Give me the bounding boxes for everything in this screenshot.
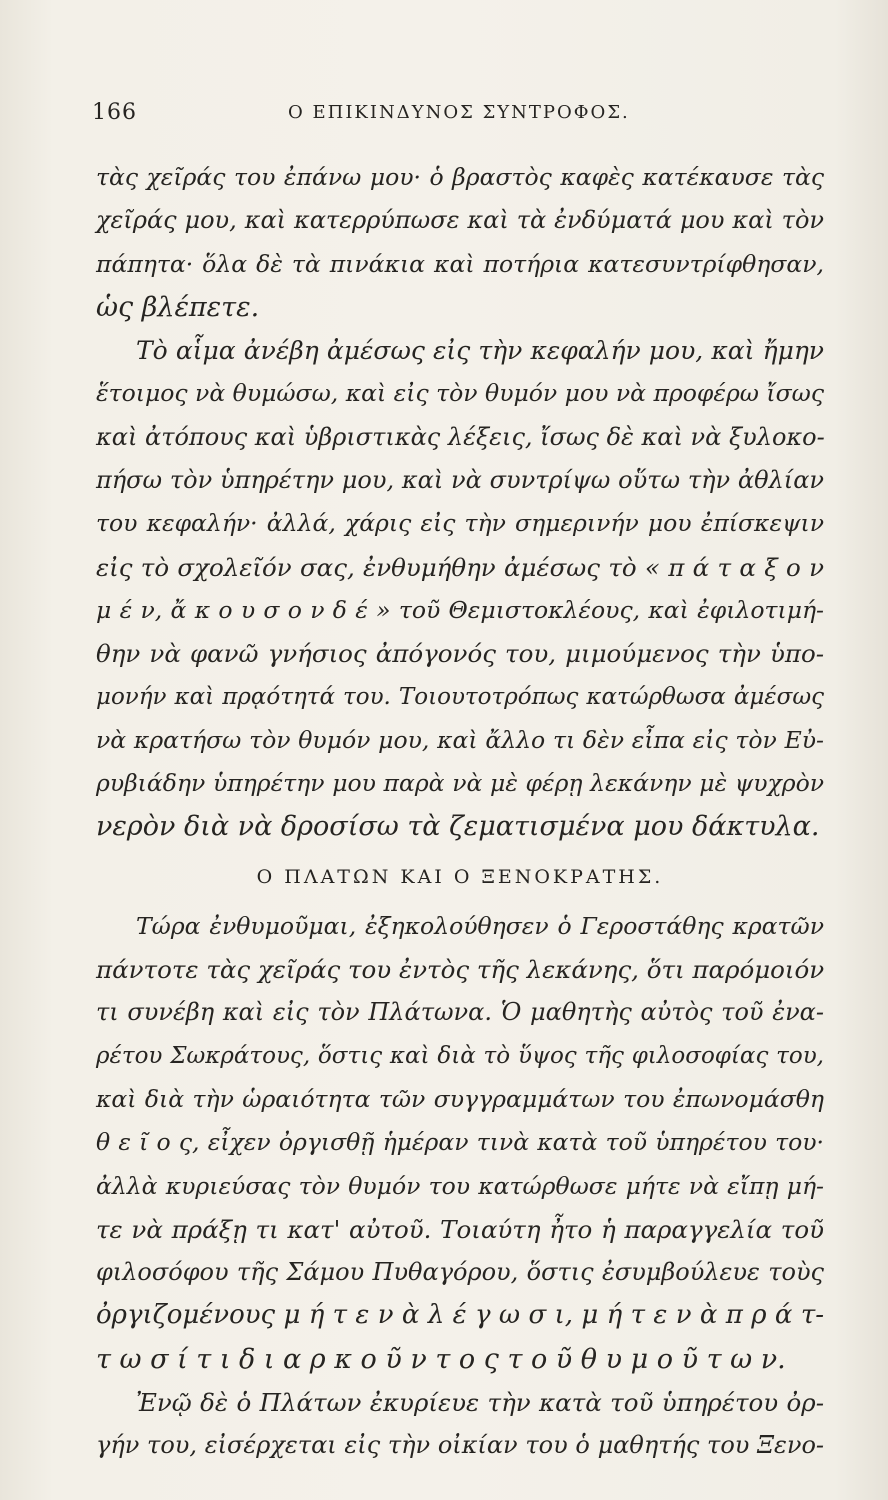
text-line: ἀλλὰ κυριεύσας τὸν θυμόν του κατώρθωσε μήτε νὰ εἴπῃ μή-	[96, 1171, 824, 1200]
text-line: τὰς χεῖράς του ἐπάνω μου· ὁ βραστὸς καφὲς κατέκαυσε τὰς	[96, 163, 824, 191]
text-line: εἰς τὸ σχολεῖόν σας, ἐνθυμήθην ἀμέσως τὸ « π ά τ α ξ ο ν	[96, 552, 824, 582]
text-line: Τώρα ἐνθυμοῦμαι, ἐξηκολούθησεν ὁ Γεροστάθης κρατῶν	[136, 911, 824, 940]
text-line: ρυβιάδην ὑπηρέτην μου παρὰ νὰ μὲ φέρῃ λεκάνην μὲ ψυχρὸν	[96, 769, 824, 798]
text-line: ὀργιζομένους μ ή τ ε ν ὰ λ έ γ ω σ ι, μ ή τ ε ν ὰ π ρ ά τ-	[96, 1300, 824, 1331]
text-line: θ ε ῖ ο ς, εἶχεν ὀργισθῇ ἡμέραν τινὰ κατὰ τοῦ ὑπηρέτου του·	[96, 1128, 824, 1157]
text-line: του κεφαλήν· ἀλλά, χάρις εἰς τὴν σημερινήν μου ἐπίσκεψιν	[96, 509, 824, 538]
running-head: Ο ΕΠΙΚΙΝΔΥΝΟΣ ΣΥΝΤΡΟΦΟΣ.	[288, 102, 630, 123]
paragraph-2	[96, 329, 824, 849]
text-line: ὡς βλέπετε.	[96, 291, 260, 323]
text-line: ἕτοιμος νὰ θυμώσω, καὶ εἰς τὸν θυμόν μου νὰ προφέρω ἴσως	[96, 379, 824, 408]
text-line: τι συνέβη καὶ εἰς τὸν Πλάτωνα. Ὁ μαθητὴς αὐτὸς τοῦ ἐνα-	[96, 998, 824, 1027]
text-line: τ ω σ ί τ ι δ ι α ρ κ ο ῦ ν τ ο ς τ ο ῦ θ υ μ ο ῦ τ ω ν.	[96, 1343, 786, 1375]
text-line: Τὸ αἷμα ἀνέβη ἀμέσως εἰς τὴν κεφαλήν μου, καὶ ἤμην	[136, 336, 824, 366]
text-line: χεῖράς μου, καὶ κατερρύπωσε καὶ τὰ ἐνδύματά μου καὶ τὸν	[96, 206, 824, 235]
section-heading: Ο ΠΛΑΤΩΝ ΚΑΙ Ο ΞΕΝΟΚΡΑΤΗΣ.	[256, 865, 664, 888]
text-line: μ έ ν, ἄ κ ο υ σ ο ν δ έ » τοῦ Θεμιστοκλέους, καὶ ἐφιλοτιμή-	[96, 595, 824, 624]
text-line: γήν του, εἰσέρχεται εἰς τὴν οἰκίαν του ὁ μαθητής του Ξενο-	[96, 1431, 824, 1460]
text-line: νερὸν διὰ νὰ δροσίσω τὰ ζεματισμένα μου δάκτυλα.	[96, 811, 820, 843]
paragraph-1	[96, 156, 824, 329]
text-line: πήσω τὸν ὑπηρέτην μου, καὶ νὰ συντρίψω οὕτω τὴν ἀθλίαν	[96, 466, 824, 495]
text-line: πάντοτε τὰς χεῖράς του ἐντὸς τῆς λεκάνης, ὅτι παρόμοιόν	[96, 955, 825, 985]
paragraph-4	[96, 1381, 824, 1468]
text-line: τε νὰ πράξῃ τι κατ' αὐτοῦ. Τοιαύτη ἦτο ἡ παραγγελία τοῦ	[96, 1214, 824, 1244]
text-line: μονήν καὶ πρᾳότητά του. Τοιουτοτρόπως κατώρθωσα ἀμέσως	[96, 683, 824, 710]
text-line: καὶ διὰ τὴν ὡραιότητα τῶν συγγραμμάτων του ἐπωνομάσθη	[96, 1084, 824, 1113]
page-number: 166	[92, 100, 137, 125]
text-line: Ἐνῷ δὲ ὁ Πλάτων ἐκυρίευε τὴν κατὰ τοῦ ὑπηρέτου ὀρ-	[136, 1388, 824, 1418]
text-line: φιλοσόφου τῆς Σάμου Πυθαγόρου, ὅστις ἐσυμβούλευε τοὺς	[96, 1258, 824, 1287]
text-line: πάπητα· ὅλα δὲ τὰ πινάκια καὶ ποτήρια κατεσυντρίφθησαν,	[96, 249, 824, 278]
text-line: θην νὰ φανῶ γνήσιος ἀπόγονός του, μιμούμενος τὴν ὑπο-	[96, 639, 824, 669]
text-line: ρέτου Σωκράτους, ὅστις καὶ διὰ τὸ ὕψος τῆς φιλοσοφίας του,	[96, 1042, 824, 1069]
text-line: νὰ κρατήσω τὸν θυμόν μου, καὶ ἄλλο τι δὲν εἶπα εἰς τὸν Εὐ-	[96, 725, 824, 754]
paragraph-3	[96, 905, 824, 1381]
text-line: καὶ ἀτόπους καὶ ὑβριστικὰς λέξεις, ἴσως δὲ καὶ νὰ ξυλοκο-	[96, 422, 825, 451]
page-header	[92, 100, 832, 130]
body-text	[96, 156, 824, 1468]
